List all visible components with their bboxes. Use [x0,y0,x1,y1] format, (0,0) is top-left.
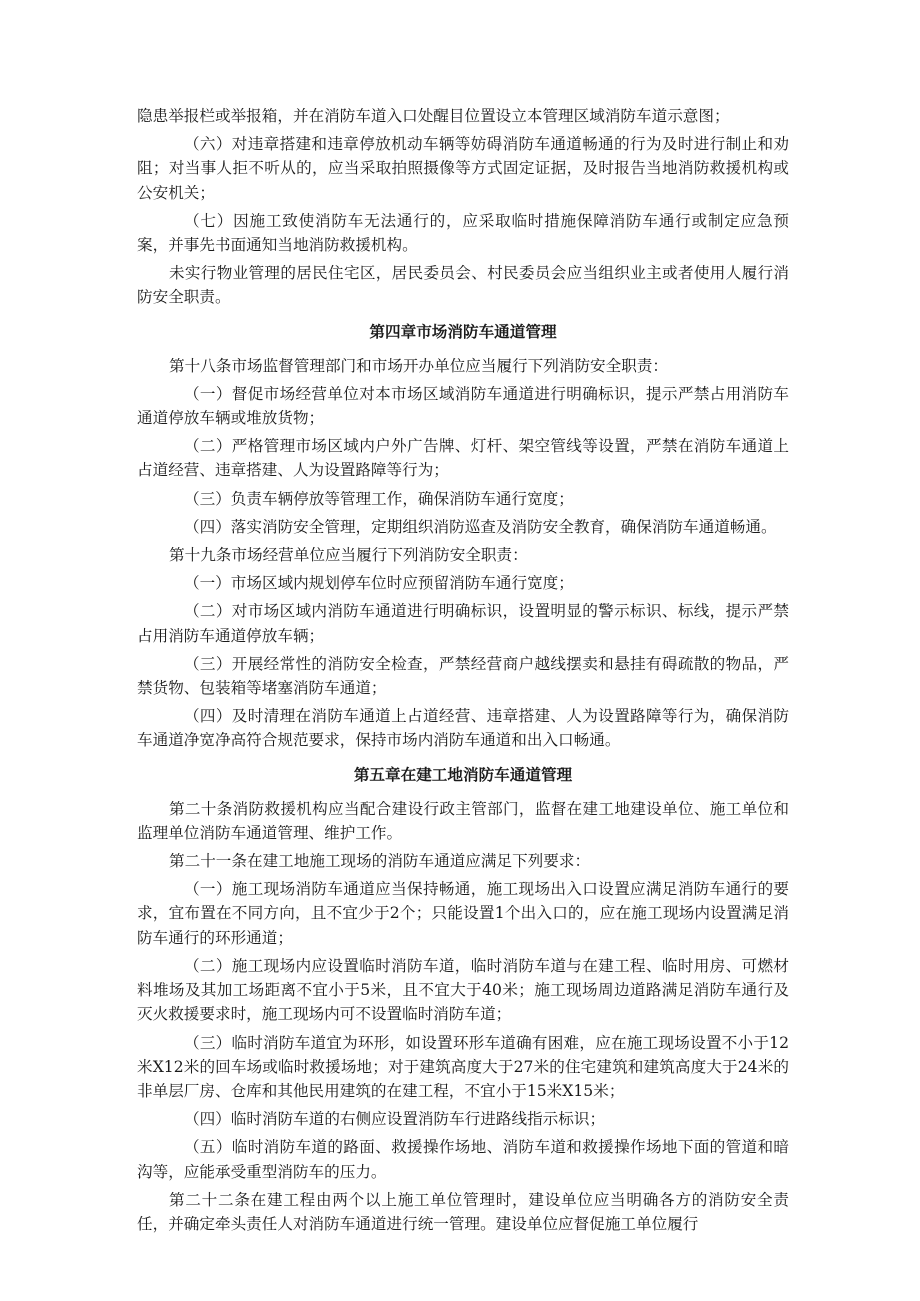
paragraph-continuation: 隐患举报栏或举报箱，并在消防车道入口处醒目位置设立本管理区域消防车道示意图； [137,107,730,125]
article-21: 第二十一条在建工地施工现场的消防车通道应满足下列要求： [169,852,591,871]
list-item-7: （七）因施工致使消防车无法通行的，应采取临时措施保障消防车通行或制定应急预案，并事先书面通知当地消防救援机构。 [137,211,789,255]
article-19: 第十九条市场经营单位应当履行下列消防安全职责： [169,546,528,565]
article-19-item-2: （二）对市场区域内消防车通道进行明确标识，设置明显的警示标识、标线，提示严禁占用消防车通道停放车辆； [137,602,789,645]
article-18: 第十八条市场监督管理部门和市场开办单位应当履行下列消防安全职责： [169,356,669,375]
article-19-item-4: （四）及时清理在消防车通道上占道经营、违章搭建、人为设置路障等行为，确保消防车通道净宽净高符合规范要求，保持市场内消防车通道和出入口畅通。 [137,707,789,750]
article-18-item-3: （三）负责车辆停放等管理工作，确保消防车通行宽度； [184,489,574,508]
article-21-item-2: （二）施工现场内应设置临时消防车道，临时消防车道与在建工程、临时用房、可燃材料堆场及其加工场距离不宜小于5米，且不宜大于40米；施工现场周边道路满足消防车通行及灭火救援要求时，施工现场内可不设置临时消防车道； [137,956,789,1024]
article-22: 第二十二条在建工程由两个以上施工单位管理时，建设单位应当明确各方的消防安全责任，并确定牵头责任人对消防车通道进行统一管理。建设单位应督促施工单位履行 [137,1190,789,1233]
article-18-item-4: （四）落实消防安全管理，定期组织消防巡查及消防安全教育，确保消防车通道畅通。 [184,517,777,536]
list-item-6: （六）对违章搭建和违章停放机动车辆等妨碍消防车通道畅通的行为及时进行制止和劝阻；对当事人拒不听从的，应当采取拍照摄像等方式固定证据，及时报告当地消防救援机构或公安机关； [137,135,789,202]
chapter-5-heading: 第五章在建工地消防车通道管理 [353,765,573,784]
article-18-item-1: （一）督促市场经营单位对本市场区域消防车通道进行明确标识，提示严禁占用消防车通道停放车辆或堆放货物； [137,384,789,428]
article-18-item-2: （二）严格管理市场区域内户外广告牌、灯杆、架空管线等设置，严禁在消防车通道上占道经营、违章搭建、人为设置路障等行为； [137,437,789,480]
chapter-4-heading: 第四章市场消防车通道管理 [369,322,557,341]
article-21-item-5: （五）临时消防车道的路面、救援操作场地、消防车道和救援操作场地下面的管道和暗沟等，应能承受重型消防车的压力。 [137,1138,789,1181]
article-21-item-1: （一）施工现场消防车通道应当保持畅通，施工现场出入口设置应满足消防车通行的要求，宜布置在不同方向，且不宜少于2个；只能设置1个出入口的，应在施工现场内设置满足消防车通行的环形通道； [137,880,789,947]
article-19-item-3: （三）开展经常性的消防安全检查，严禁经营商户越线摆卖和悬挂有碍疏散的物品，严禁货物、包装箱等堵塞消防车通道； [137,654,789,698]
document-page [137,104,789,1240]
paragraph-residential: 未实行物业管理的居民住宅区，居民委员会、村民委员会应当组织业主或者使用人履行消防安全职责。 [137,264,789,307]
article-19-item-1: （一）市场区域内规划停车位时应预留消防车通行宽度； [184,574,574,593]
article-20: 第二十条消防救援机构应当配合建设行政主管部门，监督在建工地建设单位、施工单位和监理单位消防车通道管理、维护工作。 [137,799,789,842]
article-21-item-3: （三）临时消防车道宜为环形，如设置环形车道确有困难，应在施工现场设置不小于12米X12米的回车场或临时救援场地；对于建筑高度大于27米的住宅建筑和建筑高度大于24米的非单层厂房、仓库和其他民用建筑的在建工程，不宜小于15米X15米； [137,1033,789,1100]
article-21-item-4: （四）临时消防车道的右侧应设置消防车行进路线指示标识； [184,1110,606,1129]
